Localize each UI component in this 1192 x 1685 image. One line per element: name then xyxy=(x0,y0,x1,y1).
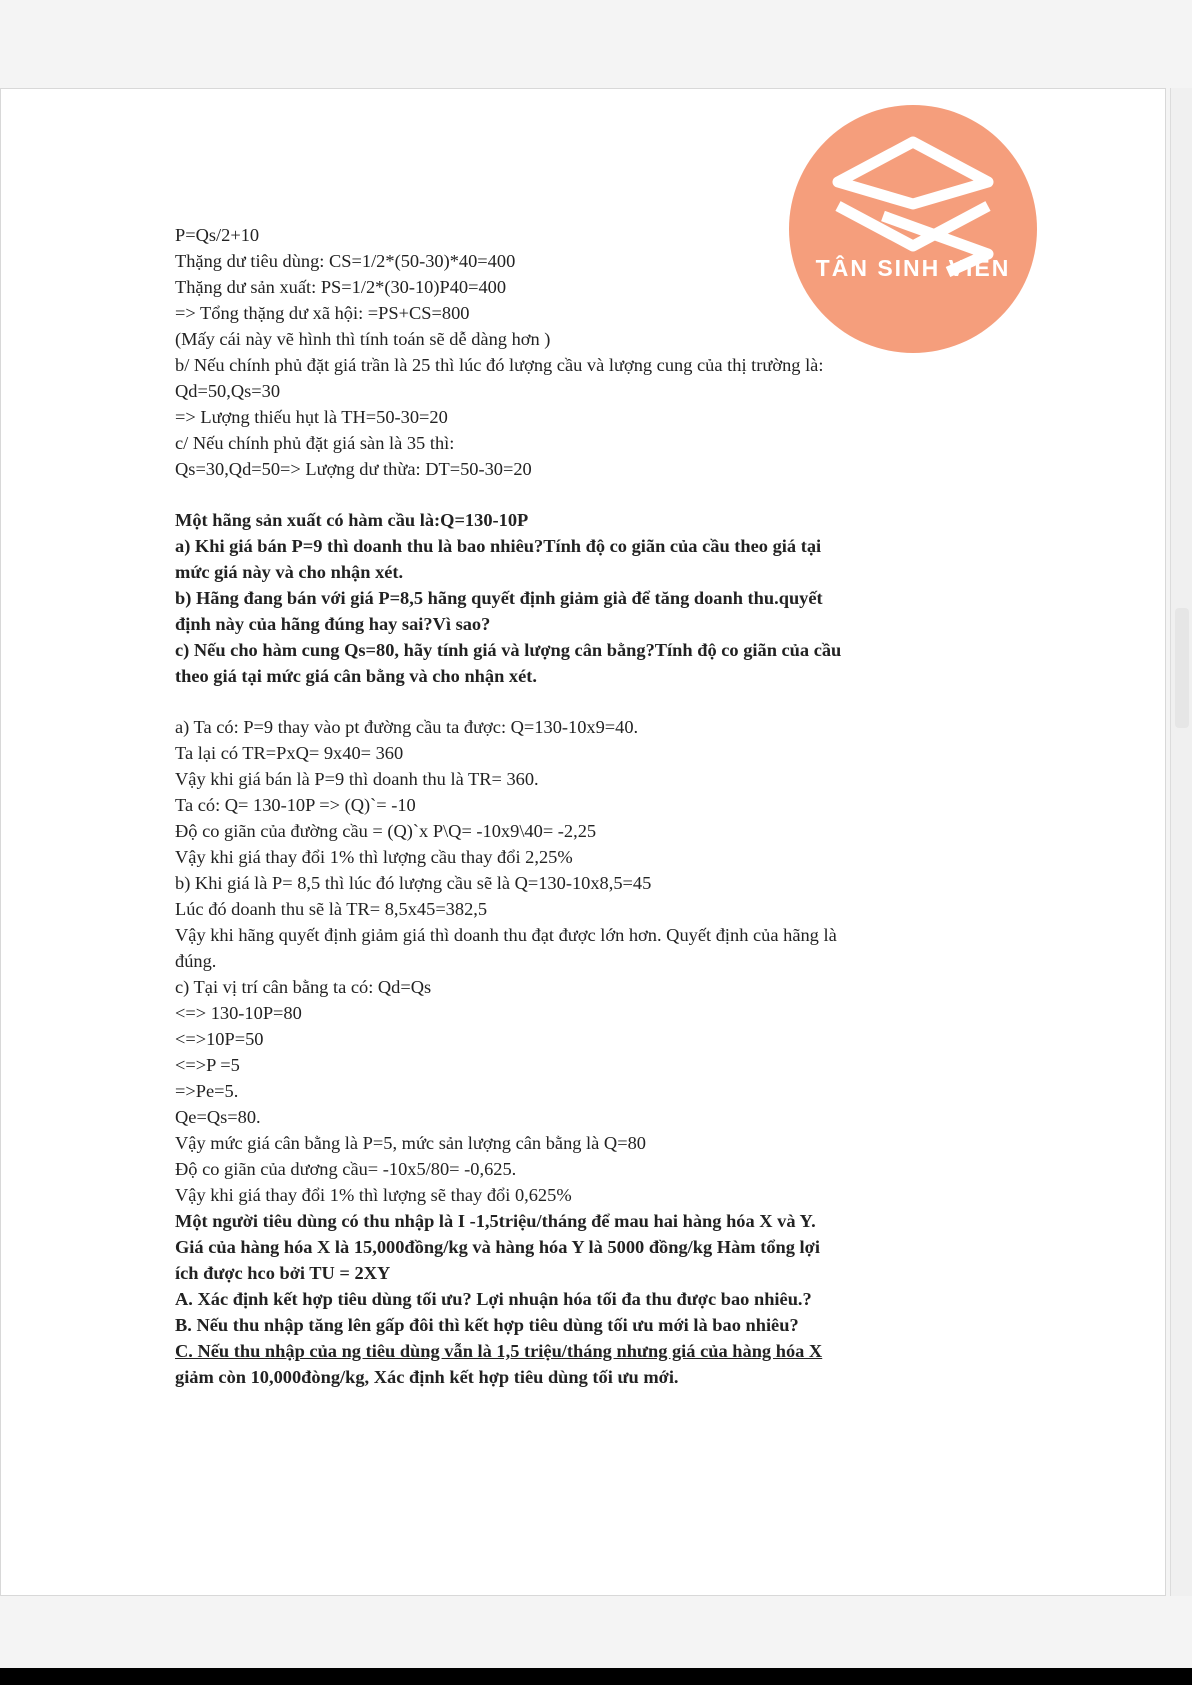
text-line: Thặng dư sản xuất: PS=1/2*(30-10)P40=400 xyxy=(175,277,507,297)
text-line: => Tổng thặng dư xã hội: =PS+CS=800 xyxy=(175,303,470,323)
text-line: <=> 130-10P=80 xyxy=(175,1003,302,1023)
text-line: Ta có: Q= 130-10P => (Q)`= -10 xyxy=(175,795,416,815)
text-line: b) Khi giá là P= 8,5 thì lúc đó lượng cầu sẽ là Q=130-10x8,5=45 xyxy=(175,873,652,893)
problem-line: ích được hco bởi TU = 2XY xyxy=(175,1263,391,1283)
problem-line: C. Nếu thu nhập của ng tiêu dùng vẫn là 1,5 triệu/tháng nhưng giá của hàng hóa X xyxy=(175,1341,823,1361)
text-line: Độ co giãn của dương cầu= -10x5/80= -0,625. xyxy=(175,1159,517,1179)
problem-line: b) Hãng đang bán với giá P=8,5 hãng quyết định giảm già để tăng doanh thu.quyết xyxy=(175,588,823,608)
text-line: c) Tại vị trí cân bằng ta có: Qd=Qs xyxy=(175,977,432,997)
problem-line: c) Nếu cho hàm cung Qs=80, hãy tính giá và lượng cân bằng?Tính độ co giãn của cầu xyxy=(175,640,842,660)
problem-heading: Một hãng sản xuất có hàm cầu là:Q=130-10P xyxy=(175,510,529,530)
text-line: Qd=50,Qs=30 xyxy=(175,381,281,401)
text-line: Vậy khi giá bán là P=9 thì doanh thu là TR= 360. xyxy=(175,769,539,789)
text-line: P=Qs/2+10 xyxy=(175,225,260,245)
text-line: <=>P =5 xyxy=(175,1055,240,1075)
text-line: Qe=Qs=80. xyxy=(175,1107,261,1127)
logo-text: TÂN SINH VIÊN xyxy=(815,255,1011,281)
paragraph-gap xyxy=(175,482,1015,507)
document-body xyxy=(175,222,1015,1390)
text-line: =>Pe=5. xyxy=(175,1081,239,1101)
text-line: Độ co giãn của đường cầu = (Q)`x P\Q= -10x9\40= -2,25 xyxy=(175,821,597,841)
text-line: Ta lại có TR=PxQ= 9x40= 360 xyxy=(175,743,404,763)
problem-line: giảm còn 10,000đòng/kg, Xác định kết hợp tiêu dùng tối ưu mới. xyxy=(175,1367,679,1387)
problem-line: B. Nếu thu nhập tăng lên gấp đôi thì kết hợp tiêu dùng tối ưu mới là bao nhiêu? xyxy=(175,1315,799,1335)
scrollbar-thumb[interactable] xyxy=(1175,608,1189,728)
paragraph-gap xyxy=(175,689,1015,714)
text-line: c/ Nếu chính phủ đặt giá sàn là 35 thì: xyxy=(175,433,455,453)
problem-line: định này của hãng đúng hay sai?Vì sao? xyxy=(175,614,491,634)
problem-line: a) Khi giá bán P=9 thì doanh thu là bao nhiêu?Tính độ co giãn của cầu theo giá tại xyxy=(175,536,822,556)
problem-line: mức giá này và cho nhận xét. xyxy=(175,562,404,582)
text-line: Vậy khi giá thay đổi 1% thì lượng cầu thay đổi 2,25% xyxy=(175,847,573,867)
text-line: Vậy mức giá cân bằng là P=5, mức sản lượng cân bằng là Q=80 xyxy=(175,1133,646,1153)
bottom-bar xyxy=(0,1668,1192,1685)
scrollbar[interactable] xyxy=(1170,88,1192,1596)
text-line: Vậy khi giá thay đổi 1% thì lượng sẽ thay đổi 0,625% xyxy=(175,1185,572,1205)
problem-line: Một người tiêu dùng có thu nhập là I -1,5triệu/tháng để mau hai hàng hóa X và Y. xyxy=(175,1211,816,1231)
text-line: => Lượng thiếu hụt là TH=50-30=20 xyxy=(175,407,448,427)
text-line: đúng. xyxy=(175,951,217,971)
problem-line: theo giá tại mức giá cân bằng và cho nhận xét. xyxy=(175,666,538,686)
text-line: b/ Nếu chính phủ đặt giá trần là 25 thì lúc đó lượng cầu và lượng cung của thị trường là: xyxy=(175,355,824,375)
text-line: a) Ta có: P=9 thay vào pt đường cầu ta được: Q=130-10x9=40. xyxy=(175,717,639,737)
text-line: <=>10P=50 xyxy=(175,1029,264,1049)
text-line: (Mấy cái này vẽ hình thì tính toán sẽ dễ dàng hơn ) xyxy=(175,329,551,349)
text-line: Thặng dư tiêu dùng: CS=1/2*(50-30)*40=400 xyxy=(175,251,516,271)
problem-line: A. Xác định kết hợp tiêu dùng tối ưu? Lợi nhuận hóa tối đa thu được bao nhiêu.? xyxy=(175,1289,812,1309)
text-line: Vậy khi hãng quyết định giảm giá thì doanh thu đạt được lớn hơn. Quyết định của hãng là xyxy=(175,925,837,945)
text-line: Qs=30,Qd=50=> Lượng dư thừa: DT=50-30=20 xyxy=(175,459,532,479)
problem-line: Giá của hàng hóa X là 15,000đồng/kg và hàng hóa Y là 5000 đồng/kg Hàm tổng lợi xyxy=(175,1237,820,1257)
text-line: Lúc đó doanh thu sẽ là TR= 8,5x45=382,5 xyxy=(175,899,488,919)
